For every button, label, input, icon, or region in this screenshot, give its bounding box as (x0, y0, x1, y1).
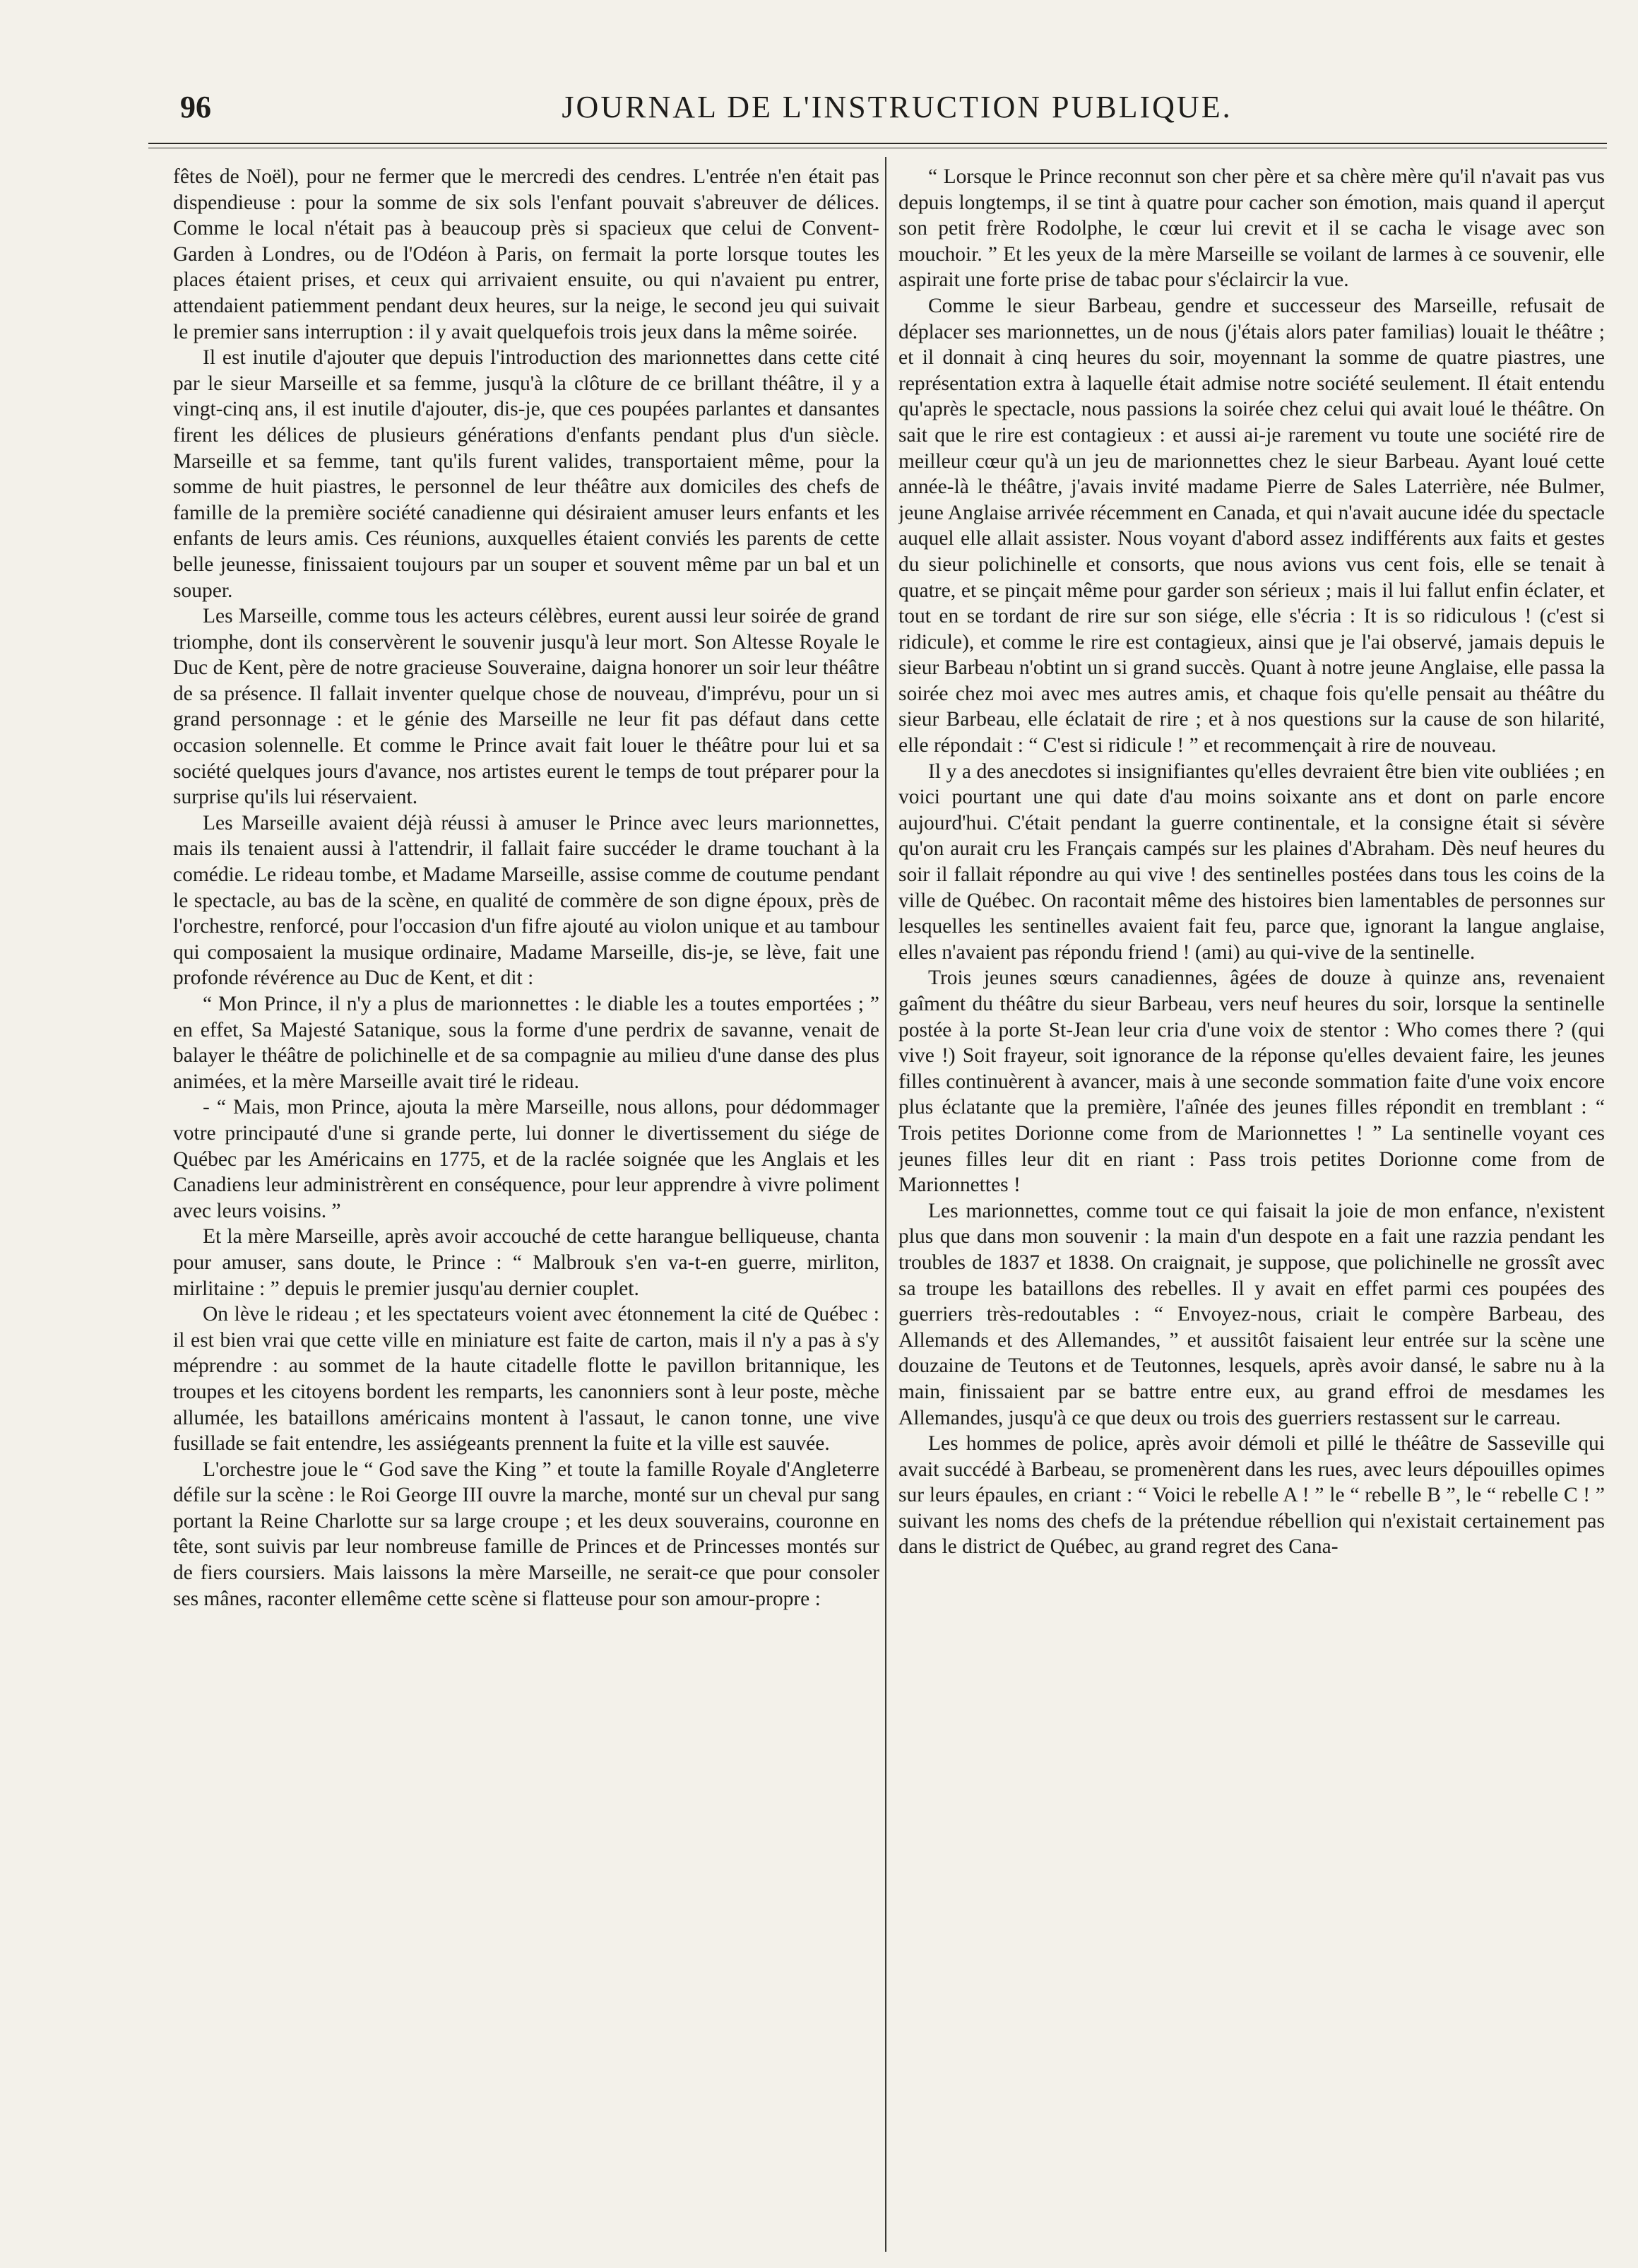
paragraph: Et la mère Marseille, après avoir accouché de cette harangue belliqueuse, chanta pour amuser, sans doute, le Prince : “ Malbrouk s'en va-t-en guerre, mirliton, mirlitaine : ” depuis le premier jusqu'au dernier couplet. (173, 1225, 879, 1300)
left-column (173, 164, 879, 2248)
page-number: 96 (180, 90, 211, 124)
paragraph: Les Marseille, comme tous les acteurs célèbres, eurent aussi leur soirée de grand triomphe, dont ils conservèrent le souvenir jusqu'à leur mort. Son Altesse Royale le Duc de Kent, père de notre gracieuse Souveraine, daigna honorer un soir leur théâtre de sa présence. Il fallait inventer quelque chose de nouveau, d'imprévu, pour un si grand personnage : et le génie des Marseille ne leur fit pas défaut dans cette occasion solennelle. Et comme le Prince avait fait louer le théâtre pour lui et sa société quelques jours d'avance, nos artistes eurent le temps de tout préparer pour la surprise qu'ils lui réservaient. (173, 605, 879, 809)
paragraph: fêtes de Noël), pour ne fermer que le mercredi des cendres. L'entrée n'en était pas dispendieuse : pour la somme de six sols l'enfant pouvait s'abreuver de délices. Comme le local n'était pas à beaucoup près si spacieux que celui de Convent-Garden à Londres, ou de l'Odéon à Paris, on fermait la porte lorsque toutes les places étaient prises, et ceux qui arrivaient ensuite, ou qui n'avaient pu entrer, attendaient patiemment pendant deux heures, sur la neige, le second jeu qui suivait le premier sans interruption : il y avait quelquefois trois jeux dans la même soirée. (173, 165, 879, 343)
paragraph: Trois jeunes sœurs canadiennes, âgées de douze à quinze ans, revenaient gaîment du théâtre du sieur Barbeau, vers neuf heures du soir, lorsque la sentinelle postée à la porte St-Jean leur cria d'une voix de stentor : Who comes there ? (qui vive !) Soit frayeur, soit ignorance de la réponse qu'elles devaient faire, les jeunes filles continuèrent à avancer, mais à une seconde sommation faite d'une voix encore plus éclatante que la première, l'aînée des jeunes filles répondit en tremblant : “ Trois petites Dorionne come from de Marionnettes ! ” La sentinelle voyant ces jeunes filles leur dit en riant : Pass trois petites Dorionne come from de Marionnettes ! (898, 967, 1605, 1197)
paragraph: Il est inutile d'ajouter que depuis l'introduction des marionnettes dans cette cité par le sieur Marseille et sa femme, jusqu'à la clôture de ce brillant théâtre, il y a vingt-cinq ans, il est inutile d'ajouter, dis-je, que ces poupées parlantes et dansantes firent les délices de plusieurs générations d'enfants pendant plus d'un siècle. Marseille et sa femme, tant qu'ils furent valides, transportaient même, pour la somme de huit piastres, le personnel de leur théâtre aux domiciles des chefs de famille de la première société canadienne qui désiraient amuser leurs enfants et les enfants de leurs amis. Ces réunions, auxquelles étaient conviés les parents de cette belle jeunesse, finissaient toujours par un souper et souvent même par un bal et un souper. (173, 346, 879, 602)
column-divider (885, 157, 886, 2252)
paragraph: Il y a des anecdotes si insignifiantes qu'elles devraient être bien vite oubliées ; en voici pourtant une qui date d'au moins soixante ans et dont on parle encore aujourd'hui. C'était pendant la guerre continentale, et la consigne était si sévère qu'on aurait cru les Français campés sur les plaines d'Abraham. Dès neuf heures du soir il fallait répondre au qui vive ! des sentinelles postées dans tous les coins de la ville de Québec. On racontait même des histoires bien lamentables de personnes sur lesquelles les sentinelles avaient fait feu, parce que, ignorant la langue anglaise, elles n'avaient pas répondu friend ! (ami) au qui-vive de la sentinelle. (898, 760, 1605, 964)
paragraph: Les marionnettes, comme tout ce qui faisait la joie de mon enfance, n'existent plus que dans mon souvenir : la main d'un despote en a fait une razzia pendant les troubles de 1837 et 1838. On craignait, je suppose, que polichinelle ne grossît avec sa troupe les bataillons des rebelles. Il y avait en effet parmi ces poupées des guerriers très-redoutables : “ Envoyez-nous, criait le compère Barbeau, des Allemands et des Allemandes, ” et aussitôt faisaient leur entrée sur la scène une douzaine de Teutons et de Teutonnes, lesquels, après avoir dansé, le sabre nu à la main, finissaient par se battre entre eux, au grand effroi de mesdames les Allemandes, jusqu'à ce que deux ou trois des guerriers restassent sur le carreau. (898, 1199, 1605, 1429)
paragraph: “ Lorsque le Prince reconnut son cher père et sa chère mère qu'il n'avait pas vus depuis longtemps, il se tint à quatre pour cacher son émotion, mais quand il aperçut son petit frère Rodolphe, le cœur lui crevit et il se cacha le visage avec son mouchoir. ” Et les yeux de la mère Marseille se voilant de larmes à ce souvenir, elle aspirait une forte prise de tabac pour s'éclaircir la vue. (898, 165, 1605, 292)
paragraph: - “ Mais, mon Prince, ajouta la mère Marseille, nous allons, pour dédommager votre principauté d'une si grande perte, lui donner le divertissement du siége de Québec par les Américains en 1775, et de la raclée soignée que les Anglais et les Canadiens leur administrèrent en conséquence, pour leur apprendre à vivre poliment avec leurs voisins. ” (173, 1096, 879, 1222)
paragraph: Comme le sieur Barbeau, gendre et successeur des Marseille, refusait de déplacer ses marionnettes, un de nous (j'étais alors pater familias) louait le théâtre ; et il donnait à cinq heures du soir, moyennant la somme de quatre piastres, une représentation extra à laquelle était admise notre société seulement. Il était entendu qu'après le spectacle, nous passions la soirée chez celui qui avait loué le théâtre. On sait que le rire est contagieux : et aussi ai-je rarement vu toute une société rire de meilleur cœur qu'à un jeu de marionnettes chez le sieur Barbeau. Ayant loué cette année-là le théâtre, j'avais invité madame Pierre de Sales Laterrière, née Bulmer, jeune Anglaise arrivée récemment en Canada, et qui n'avait aucune idée du spectacle auquel elle allait assister. Nous voyant d'abord assez indifférents aux faits et gestes du sieur polichinelle et consorts, que nous avions vus cent fois, elle se tenait à quatre, et se pinçait même pour garder son sérieux ; mais il lui fallut enfin éclater, et tout en se tordant de rire sur son siége, elle s'écria : It is so ridiculous ! (c'est si ridicule), et comme le rire est contagieux, ainsi que je l'ai observé, jamais depuis le sieur Barbeau n'obtint un si grand succès. Quant à notre jeune Anglaise, elle passa la soirée chez moi avec mes autres amis, et chaque fois qu'elle pensait au théâtre du sieur Barbeau, elle éclatait de rire ; et à nos questions sur la cause de son hilarité, elle répondait : “ C'est si ridicule ! ” et recommençait à rire de nouveau. (898, 294, 1605, 757)
paragraph: Les Marseille avaient déjà réussi à amuser le Prince avec leurs marionnettes, mais ils tenaient aussi à l'attendrir, il fallait faire succéder le drame touchant à la comédie. Le rideau tombe, et Madame Marseille, assise comme de coutume pendant le spectacle, au bas de la scène, en qualité de commère de son digne époux, près de l'orchestre, renforcé, pour l'occasion d'un fifre ajouté au violon unique et au tambour qui composaient la musique ordinaire, Madame Marseille, dis-je, se lève, fait une profonde révérence au Duc de Kent, et dit : (173, 811, 879, 990)
paragraph: “ Mon Prince, il n'y a plus de marionnettes : le diable les a toutes emportées ; ” en effet, Sa Majesté Satanique, sous la forme d'une perdrix de savanne, venait de balayer le théâtre de polichinelle et de sa compagnie au milieu d'une danse des plus animées, et la mère Marseille avait tiré le rideau. (173, 993, 879, 1093)
paragraph: Les hommes de police, après avoir démoli et pillé le théâtre de Sasseville qui avait succédé à Barbeau, se promenèrent dans les rues, avec leurs dépouilles opimes sur leurs épaules, en criant : “ Voici le rebelle A ! ” le “ rebelle B ”, le “ rebelle C ! ” suivant les noms des chefs de la prétendue rébellion qui n'existait certainement pas dans le district de Québec, au grand regret des Cana- (898, 1432, 1605, 1559)
paragraph: On lève le rideau ; et les spectateurs voient avec étonnement la cité de Québec : il est bien vrai que cette ville en miniature est faite de carton, mais il n'y a pas à s'y méprendre : au sommet de la haute citadelle flotte le pavillon britannique, les troupes et les citoyens bordent les remparts, les canonniers sont à leur poste, mèche allumée, les bataillons américains montent à l'assaut, le canon tonne, une vive fusillade se fait entendre, les assiégeants prennent la fuite et la ville est sauvée. (173, 1303, 879, 1455)
right-column (898, 164, 1605, 2248)
running-title: JOURNAL DE L'INSTRUCTION PUBLIQUE. (562, 90, 1233, 124)
paragraph: L'orchestre joue le “ God save the King ” et toute la famille Royale d'Angleterre défile sur la scène : le Roi George III ouvre la marche, monté sur un cheval pur sang portant la Reine Charlotte sur sa large croupe ; et les deux souverains, couronne en tête, sont suivis par leur nombreuse famille de Princes et de Princesses montés sur de fiers coursiers. Mais laissons la mère Marseille, ne serait-ce que pour consoler ses mânes, raconter ellemême cette scène si flatteuse pour son amour-propre : (173, 1458, 879, 1610)
header-rule (148, 143, 1607, 144)
page-header (180, 83, 1614, 133)
